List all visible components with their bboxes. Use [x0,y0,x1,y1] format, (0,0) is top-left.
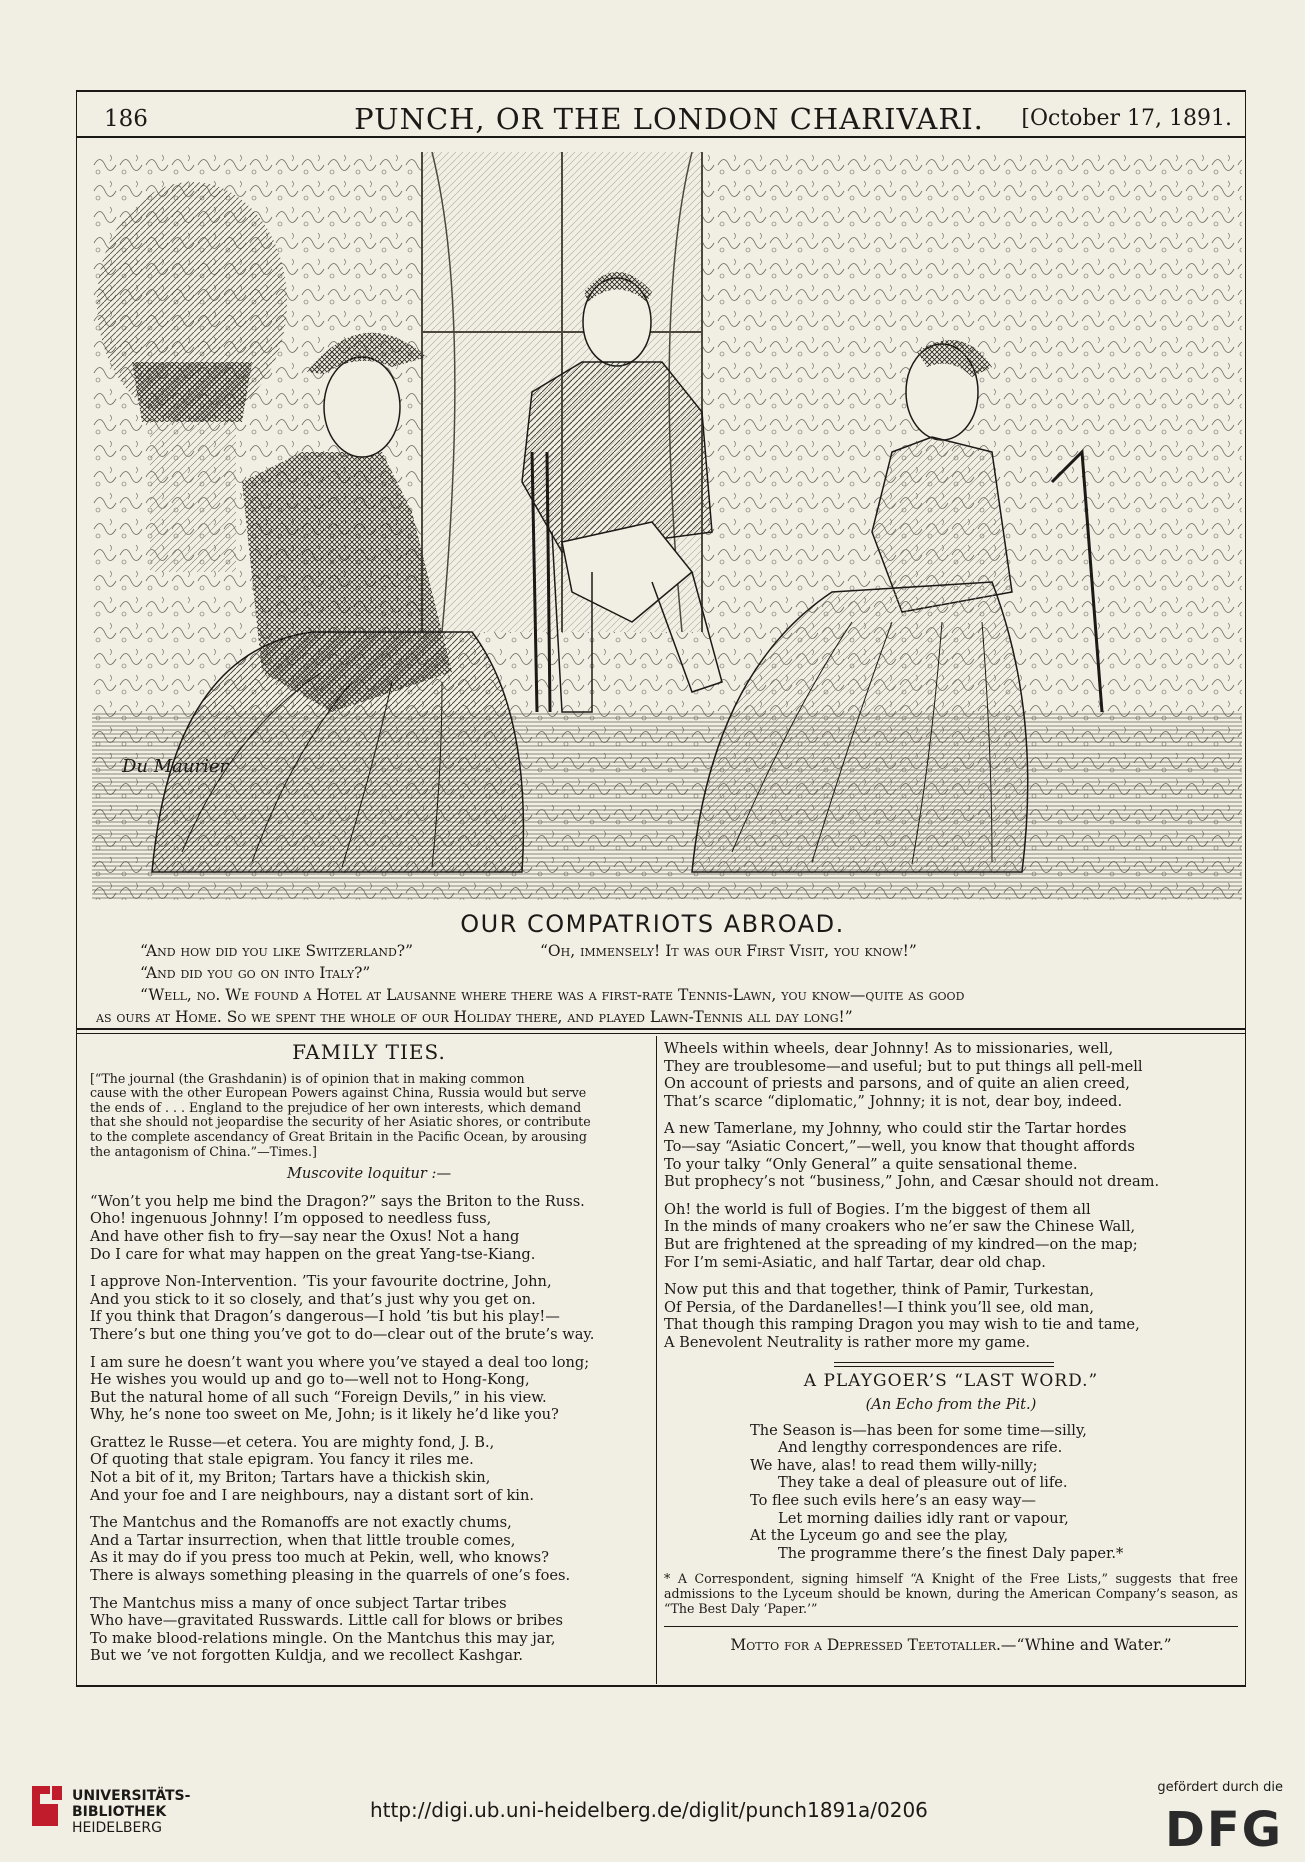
library-name: UNIVERSITÄTS- BIBLIOTHEK HEIDELBERG [72,1788,191,1836]
speaker-line: Muscovite loquitur :— [286,1165,452,1183]
article-heading-family-ties: FAMILY TIES. [292,1040,446,1064]
page-number: 186 [104,106,148,132]
cartoon-drawing [92,152,1242,900]
section-rule [834,1366,1054,1367]
right-column [664,1040,1238,1665]
stanza: I am sure he doesn’t want you where you’ve stayed a deal too long; He wishes you would up and go to—well not to Hong-Kong, But the natural home of all such “Foreign Devils,” in his view. Why, he’s none too sweet on Me, John; is it likely he’d like you? [90,1353,590,1424]
left-column [90,1038,648,1675]
permalink[interactable]: http://digi.ub.uni-heidelberg.de/diglit/punch1891a/0206 [370,1798,928,1822]
top-frame-rule [76,90,1246,92]
stanza: The Mantchus and the Romanoffs are not exactly chums, And a Tartar insurrection, when that little trouble comes, As it may do if you press too much at Pekin, well, who knows? There is always something pleasing in the quarrels of one’s foes. [90,1514,571,1585]
article-subheading: (An Echo from the Pit.) [865,1396,1037,1414]
stanza: I approve Non-Intervention. ’Tis your favourite doctrine, John, And you stick to it so closely, and that’s just why you get on. If you think that Dragon’s dangerous—I hold ’tis but his play!— There’s but one thing you’ve got to do—clear out of the brute’s way. [90,1273,595,1343]
bottom-frame-rule [76,1685,1246,1687]
journal-title: PUNCH, OR THE LONDON CHARIVARI. [354,102,984,136]
cartoon-illustration [92,152,1242,900]
library-logo-icon [28,1784,66,1832]
stanza: Now put this and that together, think of Pamir, Turkestan, Of Persia, of the Dardanelles!—I think you’ll see, old man, That though this ramping Dragon you may wish to tie and tame, A Benevolent Neutrality is rather more my game. [664,1281,1140,1351]
running-header [96,98,1242,134]
caption-line-1a: “And how did you like Switzerland?” [140,942,414,960]
caption-rule-2 [76,1033,1246,1034]
stanza: A new Tamerlane, my Johnny, who could stir the Tartar hordes To—say “Asiatic Concert,”—well, you know that thought affords To your talky “Only General” a quite sensational theme. But prophecy’s not “business,” John, and Cæsar should not dream. [664,1120,1160,1191]
column-divider [656,1036,657,1684]
section-rule [834,1362,1054,1363]
caption-line-2: “And did you go on into Italy?” [140,964,371,982]
sponsor-caption: gefördert durch die [1157,1780,1283,1795]
issue-date: [October 17, 1891. [1021,106,1232,131]
article-heading-playgoer: A PLAYGOER’S “LAST WORD.” [803,1370,1099,1391]
caption-line-1b: “Oh, immensely! It was our First Visit, you know!” [540,942,917,960]
digitization-footer [0,1772,1305,1862]
footnote: * A Correspondent, signing himself “A Knight of the Free Lists,” suggests that free admissions to the Lyceum should be known, during the American Company’s season, as “The Best Daly ‘Paper.’” [664,1571,1238,1616]
caption-rule [76,1028,1246,1030]
epigraph: [“The journal (the Grashdanin) is of opinion that in making common cause with the other European Powers against China, Russia would but serve the ends of . . . England to the prejudice of her own interests, which demand that she should not jeopardise the security of her Asiatic shores, or contribute to the complete ascendancy of Great Britain in the Pacific Ocean, by arousing the antagonism of China.”—Times.] [90,1070,591,1159]
header-rule [76,136,1246,138]
artist-signature: Du Maurier [122,756,229,777]
cartoon-title: OUR COMPATRIOTS ABROAD. [460,910,845,938]
playgoer-poem: The Season is—has been for some time—silly, And lengthy correspondences are rife. We have, alas! to read them willy-nilly; They take a deal of pleasure out of life. To flee such evils here’s an easy way— Let morning dailies idly rant or vapour, At the Lyceum go and see the play, The programme there’s the finest Daly paper.* [750,1421,1124,1562]
motto-line: Motto for a Depressed Teetotaller.—“Whine and Water.” [730,1636,1172,1655]
stanza: Wheels within wheels, dear Johnny! As to missionaries, well, They are troublesome—and useful; but to put things all pell-mell On account of priests and parsons, and of quite an alien creed, That’s scarce “diplomatic,” Johnny; it is not, dear boy, indeed. [664,1040,1143,1110]
left-frame-rule [76,90,77,1686]
caption-line-3: “Well, no. We found a Hotel at Lausanne where there was a first-rate Tennis-Lawn, you know—quite as good [140,986,965,1004]
caption-line-4: as ours at Home. So we spent the whole of our Holiday there, and played Lawn-Tennis all day long!” [96,1008,853,1026]
stanza: The Mantchus miss a many of once subject Tartar tribes Who have—gravitated Russwards. Little call for blows or bribes To make blood-relations mingle. On the Mantchus this may jar, But we ’ve not forgotten Kuldja, and we recollect Kashgar. [90,1594,563,1665]
stanza: Grattez le Russe—et cetera. You are mighty fond, J. B., Of quoting that stale epigram. You fancy it riles me. Not a bit of it, my Briton; Tartars have a thickish skin, And your foe and I are neighbours, nay a distant sort of kin. [90,1433,534,1504]
sponsor-logo: DFG [1164,1802,1283,1858]
stanza: Oh! the world is full of Bogies. I’m the biggest of them all In the minds of many croakers who ne’er saw the Chinese Wall, But are frightened at the spreading of my kindred—on the map; For I’m semi-Asiatic, and half Tartar, dear old chap. [664,1200,1138,1271]
stanza: “Won’t you help me bind the Dragon?” says the Briton to the Russ. Oho! ingenuous Johnny! I’m opposed to needless fuss, And have other fish to fry—say near the Oxus! Not a hang Do I care for what may happen on the great Yang-tse-Kiang. [90,1192,585,1263]
right-frame-rule [1245,90,1246,1686]
footnote-rule [664,1626,1238,1627]
